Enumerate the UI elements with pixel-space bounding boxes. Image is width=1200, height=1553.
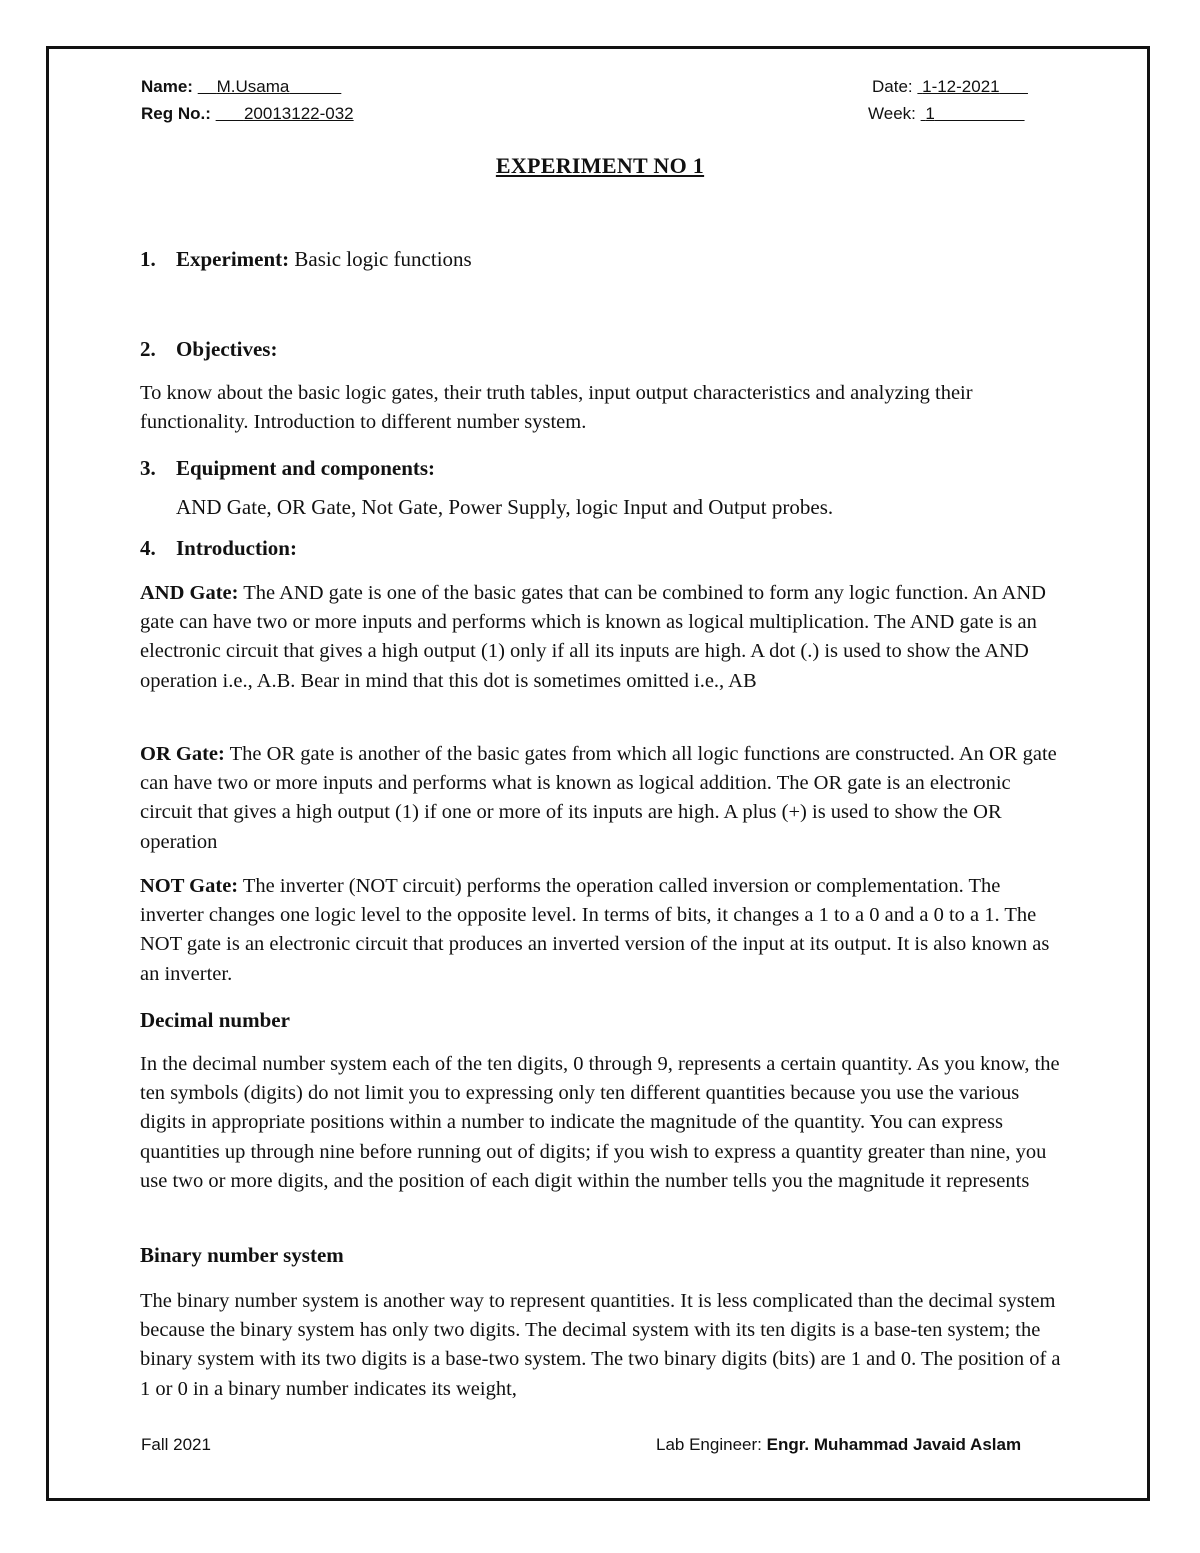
section-objectives [140,335,277,364]
and-gate-paragraph [140,579,1065,696]
not-gate-text: The inverter (NOT circuit) performs the operation called inversion or complementation. The inverter changes one logic level to the opposite level. In terms of bits, it changes a 1 to a 0 and a 0 to a 1. The NOT gate is an electronic circuit that produces an inverted version of the input at its output. It is also known as an inverter. [140,875,1050,985]
or-gate-paragraph [140,740,1065,857]
section-number: 4. [140,536,156,560]
footer-term: Fall 2021 [141,1435,211,1454]
section-number: 2. [140,337,156,361]
section-number: 1. [140,247,156,271]
section-equipment [140,454,435,483]
section-label: Introduction: [176,536,297,560]
page-title: EXPERIMENT NO 1 [495,153,705,178]
name-value: M.Usama [216,77,290,96]
decimal-heading: Decimal number [140,1008,290,1032]
not-gate-label: NOT Gate: [140,875,239,897]
date-label: Date: [872,77,913,96]
and-gate-text: The AND gate is one of the basic gates that can be combined to form any logic function. An AND gate can have two or more inputs and performs which is known as logical multiplication. The AND gate is an electronic circuit that gives a high output (1) only if all its inputs are high. A dot (.) is used to show the AND operation i.e., A.B. Bear in mind that this dot is sometimes omitted i.e., AB [140,582,1046,692]
section-experiment [140,245,472,274]
binary-text: The binary number system is another way to represent quantities. It is less complicated than the decimal system because the binary system has only two digits. The decimal system with its ten digits is a base-ten system; the binary system with its two digits is a base-two system. The two binary digits (bits) are 1 and 0. The position of a 1 or 0 in a binary number indicates its weight, [140,1290,1061,1400]
or-gate-text: The OR gate is another of the basic gates from which all logic functions are constructed. An OR gate can have two or more inputs and performs what is known as logical addition. The OR gate is an electronic circuit that gives a high output (1) if one or more of its inputs are high. A plus (+) is used to show the OR operation [140,743,1057,853]
section-label: Equipment and components: [176,456,436,480]
not-gate-paragraph [140,872,1065,989]
section-label: Experiment: [176,247,290,271]
section-number: 3. [140,456,156,480]
week-value: 1 [925,104,935,123]
decimal-text: In the decimal number system each of the ten digits, 0 through 9, represents a certain quantity. As you know, the ten symbols (digits) do not limit you to expressing only ten different quantities because you use the various digits in appropriate positions within a number to indicate the magnitude of the quantity. You can express quantities up through nine before running out of digits; if you wish to express a quantity greater than nine, you use two or more digits, and the position of each digit within the number tells you the magnitude it represents [140,1053,1060,1192]
date-value: 1-12-2021 [922,77,1000,96]
week-label: Week: [868,104,916,123]
week-row [868,104,1025,124]
objectives-text: To know about the basic logic gates, their truth tables, input output characteristics and analyzing their functionality. Introduction to different number system. [140,382,973,434]
and-gate-label: AND Gate: [140,582,239,604]
name-label: Name: [141,77,193,96]
reg-row [141,104,354,124]
section-introduction [140,534,297,563]
equipment-text: AND Gate, OR Gate, Not Gate, Power Supply, logic Input and Output probes. [176,495,834,519]
name-row [141,77,341,97]
section-text: Basic logic functions [294,247,472,271]
section-label: Objectives: [176,337,278,361]
date-row [872,77,1028,97]
or-gate-label: OR Gate: [140,743,225,765]
reg-value: 20013122-032 [243,104,354,123]
footer-lab-engineer [656,1435,1021,1455]
binary-heading: Binary number system [140,1243,344,1267]
lab-engineer-name: Engr. Muhammad Javaid Aslam [766,1435,1022,1454]
reg-label: Reg No.: [141,104,211,123]
lab-engineer-label: Lab Engineer: [656,1435,762,1454]
